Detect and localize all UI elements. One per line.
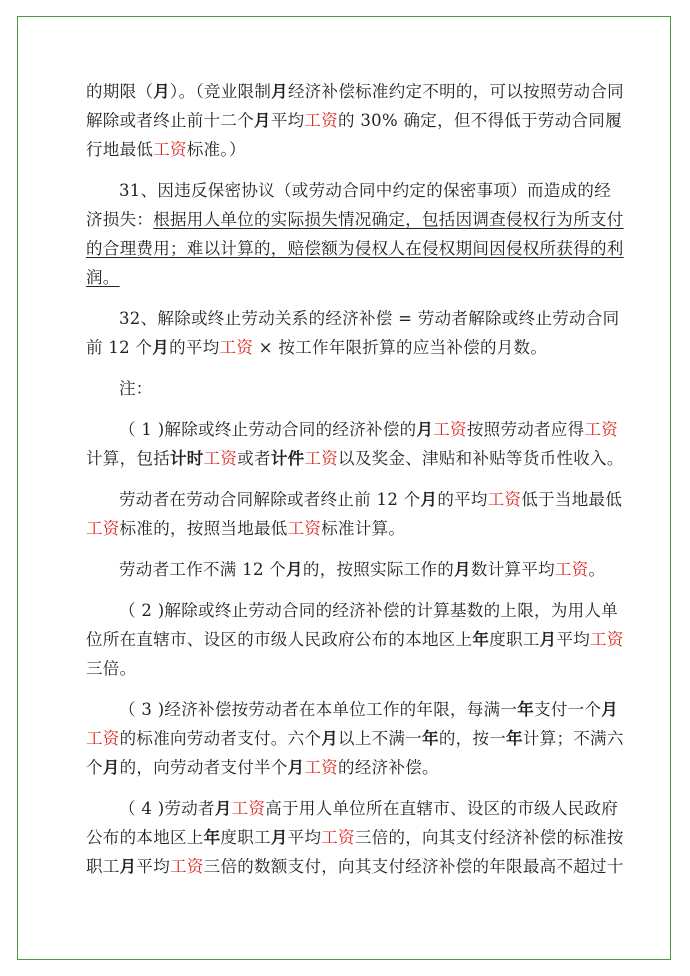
note-4: （ 4 )劳动者月工资高于用人单位所在直辖市、设区的市级人民政府公布的本地区上年度职工月平均工资三倍的，向其支付经济补偿的标准按职工月平均工资三倍的数额支付，向其支付经济补偿的年限最高不超过十 xyxy=(86,799,624,876)
note-3: （ 3 )经济补偿按劳动者在本单位工作的年限，每满一年支付一个月工资的标准向劳动者支付。六个月以上不满一年的，按一年计算；不满六个月的，向劳动者支付半个月工资的经济补偿。 xyxy=(86,700,624,777)
note-1: （ 1 )解除或终止劳动合同的经济补偿的月工资按照劳动者应得工资计算，包括计时工资或者计件工资以及奖金、津贴和补贴等货币性收入。 xyxy=(86,420,624,468)
notes-heading: 注： xyxy=(119,379,153,398)
note-2: （ 2 )解除或终止劳动合同的经济补偿的计算基数的上限，为用人单位所在直辖市、设区的市级人民政府公布的本地区上年度职工月平均工资三倍。 xyxy=(86,601,624,678)
document-body xyxy=(86,77,626,881)
paragraph-item-31: 31、因违反保密协议（或劳动合同中约定的保密事项）而造成的经济损失：根据用人单位的实际损失情况确定，包括因调查侵权行为所支付的合理费用；难以计算的，赔偿额为侵权人在侵权期间因侵权所获得的利润。 xyxy=(86,181,624,287)
watermark xyxy=(287,951,403,969)
paragraph-item-32: 32、解除或终止劳动关系的经济补偿 = 劳动者解除或终止劳动合同前 12 个月的平均工资 × 按工作年限折算的应当补偿的月数。 xyxy=(86,309,620,357)
note-1-minimum-wage: 劳动者在劳动合同解除或者终止前 12 个月的平均工资低于当地最低工资标准的，按照当地最低工资标准计算。 xyxy=(86,490,623,538)
paragraph-non-compete-term: 的期限（月）。（竞业限制月经济补偿标准约定不明的，可以按照劳动合同解除或者终止前十二个月平均工资的 30% 确定，但不得低于劳动合同履行地最低工资标准。） xyxy=(86,82,624,159)
document-page xyxy=(17,16,671,960)
note-1-under-12-months: 劳动者工作不满 12 个月的，按照实际工作的月数计算平均工资。 xyxy=(119,560,606,579)
